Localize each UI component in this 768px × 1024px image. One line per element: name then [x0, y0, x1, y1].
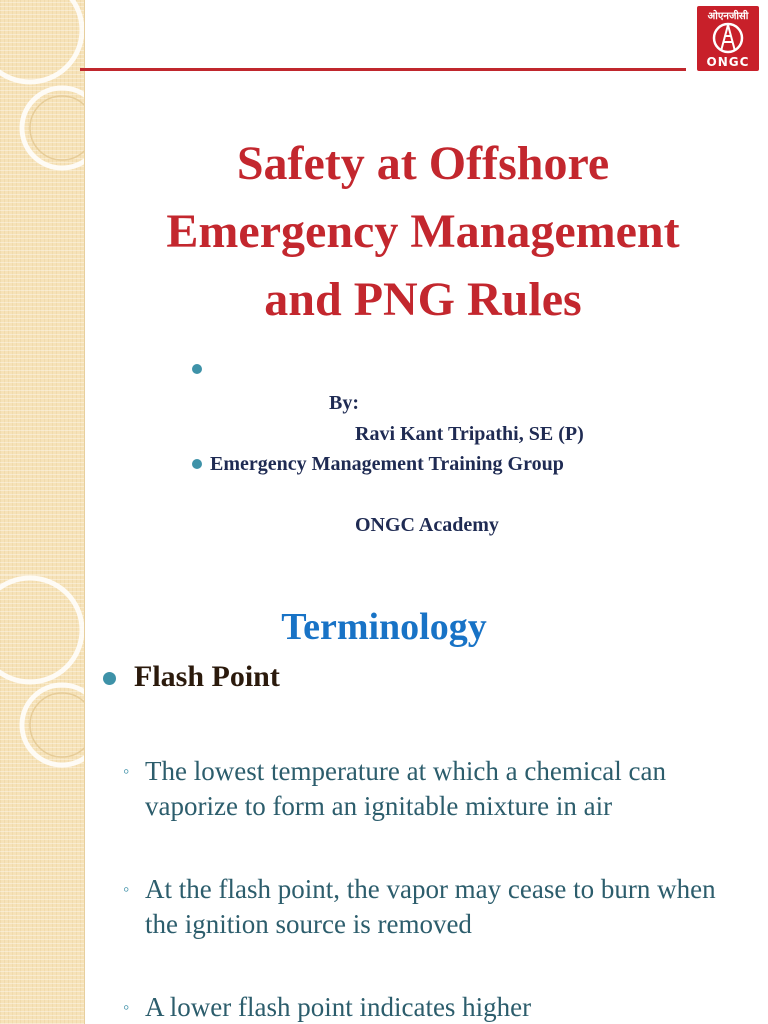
- definition-point-3: A lower flash point indicates higher: [145, 992, 532, 1022]
- decorative-rings: [0, 0, 84, 575]
- author-by-label: By:: [329, 392, 359, 414]
- sub-bullet-icon: ◦: [123, 761, 130, 781]
- definition-point-1: The lowest temperature at which a chemical can vaporize to form an ignitable mixture in air: [145, 756, 667, 821]
- logo-hindi-text: ओएनजीसी: [707, 11, 749, 22]
- terminology-slide: [0, 575, 768, 1024]
- ongc-logo: [697, 6, 759, 71]
- sub-bullet-icon: ◦: [123, 997, 130, 1017]
- presentation-title: [90, 130, 756, 334]
- bullet-icon: [103, 672, 116, 685]
- section-title: Terminology: [281, 606, 487, 648]
- author-name: Ravi Kant Tripathi, SE (P): [355, 423, 584, 445]
- bullet-icon: [192, 459, 202, 469]
- term-heading: Flash Point: [134, 660, 280, 693]
- sub-bullet-icon: ◦: [123, 879, 130, 899]
- title-line-3: and PNG Rules: [264, 273, 582, 326]
- decorative-side-strip: [0, 0, 85, 575]
- title-line-2: Emergency Management: [166, 205, 680, 258]
- definition-point-2: At the flash point, the vapor may cease to burn when the ignition source is removed: [145, 874, 716, 939]
- author-group: Emergency Management Training Group: [210, 453, 564, 475]
- logo-word: ONGC: [706, 55, 750, 69]
- title-divider: [80, 68, 686, 71]
- title-line-1: Safety at Offshore: [236, 137, 610, 190]
- bullet-icon: [192, 364, 202, 374]
- author-academy: ONGC Academy: [355, 514, 499, 536]
